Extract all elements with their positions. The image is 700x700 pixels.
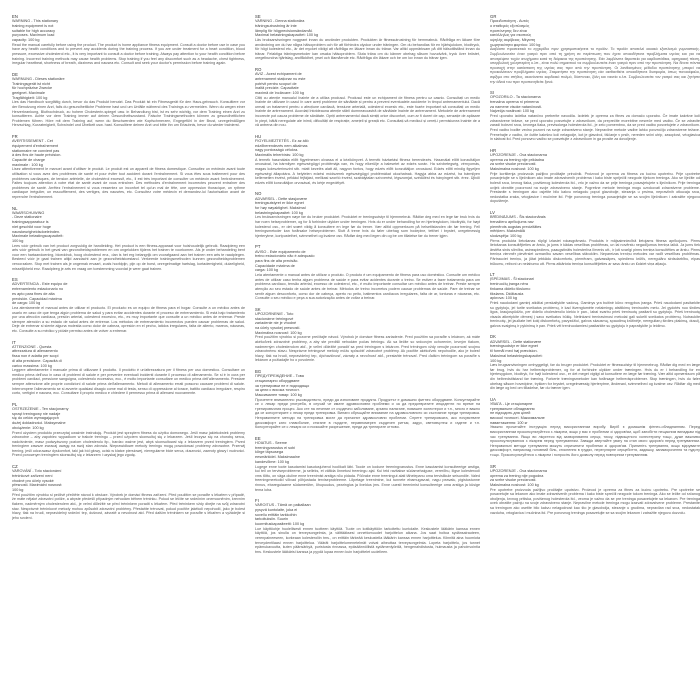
warning-header: AVIZ - Acest echipament de antrenament staționar nu este potrivit pentru scopuri de înaltă precizie. Capacitate maximă de încărcare: 100 kg: [255, 72, 306, 95]
warning-section-lv: [490, 210, 700, 266]
warning-header: ADVARSEL - Dette stasjonære treningsutstyret er ikke egnet for høy nøyaktighet. Maksimal belastningskapasitet: 100 kg: [255, 196, 308, 215]
warning-body: Lees vóór gebruik van het product zorgvuldig de handleiding. Het product is een fitness-apparaat voor huishoudelijk gebruik. Raadpleeg een arts vóór gebruik in het geval van gezondheidsproblemen en om ongelukken tijdens het trainen te voorkomen. Als je onder behandeling bent voor een hartaandoening, bloeddruk, hoog cholesterol enz., dan is het erg belangrijk om voorafgaand aan het trainen een arts te raadplegen. Besteed vóór je gaat trainen altijd aandacht aan je gezondheidstoestand. Verkeerde trainingsmethoden kunnen gezondheidsproblemen veroorzaken. Stop met trainen als je ongemak ervaart, zoals hoofdpijn, pijn op de borst, onregelmatige hartslag, kortademigheid, duizeligheid, misselijkheid enz. Raadpleeg je arts en vraag om toestemming voordat je weer gaat trainen.: [12, 243, 245, 271]
warning-body: Przed użyciem produktu przeczytaj uważnie instrukcję. Produkt jest sprzętem fitness do użytku domowego. Jeśli masz jakiekolwiek problemy zdrowotne – aby zapobiec wypadkom w trakcie treningu – przed użyciem skonsultuj się z lekarzem. Jeśli leczysz się na chorobę serca, nadciśnienie, masz podwyższony poziom cholesterolu itp., bardzo ważne jest, abyś skonsultował się z lekarzem przed treningiem. Przed treningiem zawsze zwracaj uwagę na swój stan zdrowia. Nieprawidłowe metody treningu mogą powodować problemy zdrowotne. Przerwij trening, jeśli odczuwasz dyskomfort, taki jak ból głowy, ucisk w klatce piersiowej, nieregularne bicie serca, duszność, zawroty głowy i nudności. Przed ponownym treningiem skonsultuj się z lekarzem i uzyskaj jego zgodę.: [12, 430, 245, 458]
warning-body: Pred uporabo izdelka natančno preberite navodila. Izdelek je oprema za fitnes za domačo uporabo. Če imate kakršne koli zdravstvene težave, se pred uporabo posvetujte z zdravnikom, da preprečite morebitne nesreče med vadbo. Če se zdravite zaradi bolezni srca, krvnega tlaka, previsokega holesterola itd., je zelo pomembno, da se pred vadbo posvetujete z zdravnikom. Pred vadbo bodite vedno pozorni na svoje zdravstveno stanje. Nepravilne metode vadbe lahko povzročijo zdravstvene težave. Prenehajte z vadbo, če čutite kakršno koli nelagodje, kot je glavobol, tiščanje v prsih, nereden srčni utrip, zasoplost, vrtoglavica in slabost itd. Pred ponovno vadbo se posvetujte z zdravnikom in ga prosite za dovoljenje.: [490, 114, 700, 142]
warning-body: Pirms produkta lietošanas rūpīgi izlasiet rokasgrāmatu. Produkts ir mājsaimniecībā lietojams fitnesa aprīkojums. Pirms lietošanas konsultējieties ar ārstu, ja jums ir kādas veselības problēmas, un lai novērstu negadījumus treniņa laikā. Ja jums tiek ārstēta sirds slimība, asinsspiediens, paaugstināts holesterīna līmenis utt., ir ļoti svarīgi pirms treniņa konsultēties ar ārstu. Pirms treniņa vienmēr pievērsiet uzmanību savam veselības stāvoklim. Nepareizas treniņu metodes var radīt veselības problēmas. Pārtrauciet treniņu, ja jūtat jebkādu diskomfortu, piemēram, galvassāpes, spiedienu krūtīs, neregulāru sirdsdarbību, elpas trūkumu, reiboni un nelabumu utt. Pirms atkārtota treniņa konsultējieties ar savu ārstu un lūdziet viņa atļauju.: [490, 238, 700, 266]
warning-header: AVERTISSEMENT - Cet équipement d'entraînement stationnaire ne convient pas à des fins de haute précision. Capacité de charge maximale : 100 kg: [12, 139, 62, 167]
warning-header: OSTRZEŻENIE - Ten stacjonarny sprzęt treningowy nie nadaje się do celów wymagających dużej dokładności. Maksymalne obciążenie: 100 kg: [12, 407, 69, 430]
language-code: IT: [12, 339, 16, 345]
warning-section-se: [255, 14, 480, 61]
warning-section-de: [12, 72, 245, 128]
language-code: CZ: [12, 464, 18, 470]
warning-section-lt: [490, 272, 700, 328]
warning-body: Prije korištenja proizvoda pažljivo pročitajte priručnik. Proizvod je oprema za fitness za kućnu upotrebu. Prije upotrebe posavjetujte se s liječnikom ako imate zdravstvenih problema i kako biste spriječili nezgode tijekom treninga. Ako se liječite od bolesti srca, krvnog tlaka, povišenog kolesterola itd., vrlo je važno da se prije treninga posavjetujete s liječnikom. Prije treninga uvijek obratite pozornost na svoje zdravstveno stanje. Pogrešne metode treninga mogu uzrokovati zdravstvene probleme. Prestanite s treningom ako osjetite bilo kakvu nelagodu poput glavobolje, stezanja u prsima, nepravilnih otkucaja srca, nedostatka zraka, vrtoglavice i mučnine itd. Prije ponovnog treninga posavjetujte se sa svojim liječnikom i zatražite njegovo dopuštenje.: [490, 171, 700, 204]
warning-body: Lies das Handbuch sorgfältig durch, bevor du das Produkt benutzt. Das Produkt ist ein Fitnessgerät für den Haus-gebrauch. Konsultiere vor der Benutzung einen Arzt, falls du gesundheitliche Probleme hast und um Unfälle während des Trainings zu vermeiden. Wenn du wegen einer Herzerkrankung, Bluthochdruck, zu hohem Cholesterin-spiegel usw. in Behandlung bist, ist es sehr wichtig, vor dem Training einen Arzt zu konsultieren. Achte vor dem Training immer auf deinen Gesundheitszustand. Falsche Trainingsmethoden können zu gesundheitlichen Problemen führen. Höre mit dem Training auf, wenn du Beschwerden wie Kopfschmerzen, Engegefühl in der Brust, unregelmäßigen Herzschlag, Kurzatmigkeit, Schwindel und Übelkeit usw. hast. Konsultiere deinen Arzt und bitte ihn um Erlaubnis, bevor du wieder trainierst.: [12, 100, 245, 128]
warning-body: Læs brugsanvisningen omhyggeligt, før du bruger produktet. Produktet er fitnessudstyr til hjemmebrug. Rådfør dig med en læge før brug, hvis du har helbredsproblemer, og for at forhindre ulykker under træningen. Hvis du er i behandling for en hjertesygdom, blodtryk, for højt kolesterol osv., er det meget vigtigt at konsultere en læge før træning. Vær altid opmærksom på din helbredstilstand før træning. Forkerte træningsmetoder kan forårsage helbredsproblemer. Stop træningen, hvis du føler ubehag såsom hovedpine, trykken for brystet, uregelmæssig hjerterytme, åndenød, svimmelhed og kvalme osv. Rådfør dig med din læge og bed om tilladelse, før du træner igen.: [490, 363, 700, 391]
warning-header: AVISO - Este equipamento de treino estacionário não é adequado para fins de alta precisão. Capacidade máxima de carga: 100 kg: [255, 249, 315, 273]
language-code: SI: [490, 90, 495, 96]
warning-section-si: [490, 90, 700, 142]
warning-section-hu: [255, 134, 480, 186]
warning-section-sk: [255, 307, 480, 363]
warning-body: Lisez attentivement le manuel avant d'utiliser le produit. Le produit est un appareil de fitness domestique. Consultez un médecin avant toute utilisation si vous avez des problèmes de santé et pour éviter tout accident durant l'entraînement. Si vous êtes sous traitement pour des problèmes cardiaques, de tension artérielle, de cholestérol excessif, etc., il est très important de consulter un médecin avant l'entraînement. Faites toujours attention à votre état de santé avant de vous entraîner. Des méthodes d'entraînement incorrectes peuvent entraîner des problèmes de santé. Arrêtez l'entraînement si vous ressentez un inconfort tel qu'un mal de tête, une oppression thoracique, un rythme cardiaque irrégulier, un essoufflement, des vertiges, des nausées, etc. Consultez votre médecin et demandez-lui l'autorisation avant de reprendre l'entraînement.: [12, 167, 245, 199]
warning-body: Prieš naudodami gaminį atidžiai perskaitykite vadovą. Gaminys yra buitinė kūno rengybos įranga. Prieš naudodami pasitarkite su gydytoju, jei turite sveikatos problemų, ir kad išvengtumėte nelaimingų atsitikimų treniruotės metu. Jei gydotės nuo širdies ligos, kraujospūdžio, per didelio cholesterolio kiekio ir pan., labai svarbu prieš treniruotę pasitarti su gydytoju. Prieš treniruotę visada atkreipkite dėmesį į savo sveikatos būklę. Netinkami treniravimosi metodai gali sukelti sveikatos problemų. Nutraukite treniruotę, jei jaučiate bet kokį diskomfortą, pavyzdžiui, galvos skausmą, spaudimą krūtinėje, nereguliarų širdies plakimą, dusulį, galvos svaigimą ir pykinimą ir pan. Prieš vėl treniruodamiesi pasitarkite su gydytoju ir paprašykite jo leidimo.: [490, 300, 700, 328]
warning-body: Před použitím výrobku si pečlivě přečtěte návod k obsluze. Výrobek je domácí fitness zařízení. Před použitím se poraďte s lékařem v případě, že máte nějaké zdravotní potíže, a abyste předešli případným nehodám během tréninku. Pokud se léčíte se srdečním onemocněním, krevním tlakem, nadměrným cholesterolem atd., je velmi důležité se před tréninkem poradit s lékařem. Před tréninkem vždy dbejte na svůj zdravotní stav. Nesprávné tréninkové metody mohou způsobit zdravotní problémy. Přestaňte trénovat, pokud pocítíte jakékoli nepohodlí, jako je bolest hlavy, tlak na hrudi, nepravidelný srdeční tep, dušnost, závratě a nevolnost atd. Před dalším tréninkem se poraďte s lékařem a vyžádejte si jeho svolení.: [12, 492, 245, 520]
warning-section-nl: [12, 206, 245, 272]
warning-header: UPOZORENJE - Ova stacionarna oprema za trening nije pogodna za svrhe visoke preciznosti. Maksimalna nosivost: 100 kg: [490, 468, 547, 487]
language-code: DK: [490, 334, 496, 340]
language-code: SK: [255, 306, 261, 312]
warning-header: VAROITUS - Tämä on paikallaan pysyvä kuntolaite, joka ei sovellu erittäin tarkkoihin tarkoituksiin. Suurin kuormituskapasiteetti: 100 kg: [255, 503, 311, 527]
language-code: UA: [490, 396, 496, 402]
warning-header: VAROVÁNÍ - Toto stacionární tréninkové zařízení není vhodné pro účely vysoké přesnosti. Maximální nosnost: 100 kg: [12, 469, 63, 493]
language-code: FI: [255, 498, 259, 504]
warning-section-fi: [255, 498, 480, 554]
warning-section-en: [12, 14, 245, 66]
warning-header: ATTENZIONE - Questa attrezzatura di allenamento fissa non è adatta per scopi di alta precisione. Capacità di carico massima: 100 kg: [12, 344, 62, 368]
language-code: SE: [255, 14, 261, 19]
warning-header: UPOZORNENIE - Toto stacionárne tréningové zariadenie nie je vhodné na účely vysokej presnosti. Maximálna nosnosť: 100 kg: [255, 311, 302, 335]
language-code: LT: [490, 272, 495, 278]
warning-body: Διαβάστε προσεκτικά το εγχειρίδιο πριν χρησιμοποιήσετε το προϊόν. Το προϊόν αποτελεί οικιακό εξοπλισμό γυμναστικής. Συμβουλευτείτε έναν γιατρό πριν από τη χρήση σε περίπτωση που έχετε οποιαδήποτε προβλήματα υγείας και για να αποτρέψετε τυχόν ατυχήματα κατά τη διάρκεια της προπόνησης. Εάν λαμβάνετε θεραπεία για καρδιοπάθεια, αρτηριακή πίεση, υπερβολική χοληστερίνη κ.λπ., είναι πολύ σημαντικό να συμβουλευτείτε έναν γιατρό πριν από την προπόνηση. Να δίνετε πάντα προσοχή στην κατάσταση της υγείας σας πριν από την προπόνηση. Οι λανθασμένες μέθοδοι προπόνησης μπορεί να προκαλέσουν προβλήματα υγείας. Σταματήστε την προπόνηση εάν αισθανθείτε οποιαδήποτε δυσφορία, όπως πονοκέφαλο, σφίξιμο στο στήθος, ακανόνιστο καρδιακό παλμό, δύσπνοια, ζάλη και ναυτία κ.λπ. Συμβουλευτείτε τον γιατρό σας και ζητήστε την άδειά του πριν προπονηθείτε ξανά.: [490, 47, 700, 84]
language-code: EN: [12, 14, 18, 19]
language-code: ES: [12, 277, 18, 283]
warning-header: WARNUNG - Dieses stationäre Trainingsgerät ist nicht für hochpräzise Zwecke geeignet. Maximale Tragfähigkeit: 100 kg: [12, 76, 65, 100]
warning-body: Прочетете внимателно ръководството, преди да използвате продукта. Продуктът е домашно фитнес оборудване. Консултирайте се с лекар преди употреба, в случай че имате здравословни проблеми и за да предотвратите инциденти по време на тренировъчния процес. Ако сте на лечение от сърдечно заболяване, кръвно налягане, повишен холестерол и т.н., много е важно да се консултирате с лекар преди тренировка. Винаги обръщайте внимание на здравословното си състояние преди тренировка. Неправилните методи на тренировка могат да причинят здравословни проблеми. Спрете тренировката, ако почувствате дискомфорт като главоболие, стягане в гърдите, неравномерен сърдечен ритъм, задух, световъртеж и гадене и т.н. Консултирайте се с лекаря си и поискайте разрешение, преди да тренирате отново.: [255, 397, 480, 430]
warning-section-fr: [12, 134, 245, 200]
warning-body: Leia atentamente o manual antes de utilizar o produto. O produto é um equipamento de fitness para uso doméstico. Consulte um médico antes de utilizar caso tenha algum problema de saúde e para evitar acidentes durante o treino. Se estiver a fazer tratamento para um problema cardíaco, tensão arterial, excesso de colesterol, etc., é muito importante consultar um médico antes de treinar. Preste sempre atenção ao seu estado de saúde antes de treinar. Métodos de treino incorretos podem causar problemas de saúde. Pare de treinar se sentir algum desconforto, como dor de cabeça, aperto no peito, batimentos cardíacos irregulares, falta de ar, tonturas e náuseas, etc. Consulte o seu médico e peça a sua autorização antes de voltar a treinar.: [255, 273, 480, 301]
warning-section-pl: [12, 402, 245, 458]
language-code: HU: [255, 133, 262, 139]
warning-section-it: [12, 340, 245, 396]
warning-section-es: [12, 277, 245, 333]
warning-body: Lue käyttöohje huolellisesti ennen tuotteen käyttöä. Tuote on kotikäyttöön tarkoitettu kuntolaite. Keskustele lääkärin kanssa ennen käyttöä, jos sinulla on terveysongelmia, ja välttääksesi onnettomuudet harjoittelun aikana. Jos saat hoitoa sydänsairauteen, verenpaineeseen, korkeaan kolesteroliin tms., on erittäin tärkeää keskustella lääkärin kanssa ennen harjoittelua. Kiinnitä aina huomiota terveydentilaasi ennen harjoittelua. Väärät harjoittelumenetelmät voivat aiheuttaa terveysongelmia. Lopeta harjoittelu, jos tunnet epämukavuutta, kuten päänsärkyä, puristusta rinnassa, epäsäännöllistä sydämenlyöntiä, hengenahdistusta, huimausta ja pahoinvointia tms. Keskustele lääkärisi kanssa ja pyydä lupaa ennen kuin harjoittelet uudelleen.: [255, 526, 480, 554]
warning-section-cz: [12, 464, 245, 520]
column-1: [12, 14, 245, 692]
warning-section-bg: [255, 369, 480, 430]
language-code: NO: [255, 191, 262, 197]
language-code: SR: [490, 463, 496, 469]
warning-header: BRĪDINĀJUMS - Šis stacionārais trenažieru aprīkojums nav piemērots augstas precizitātes mērķiem. Maksimālā slodzspēja: 100 kg: [490, 215, 546, 238]
warning-section-gr: [490, 14, 700, 84]
warning-header: ADVERTENCIA - Este equipo de entrenamiento estacionario no es apto para fines de alta precisión. Capacidad máxima de carga: 100 kg: [12, 282, 68, 306]
warning-header: УВАГА - Це стаціонарне тренувальне обладнання не підходить для цілей високої точності. Максимальне навантаження: 100 кг: [490, 401, 545, 425]
language-code: EE: [255, 435, 261, 441]
warning-body: Уважно прочитайте інструкцію перед використанням виробу. Виріб є домашнім фітнес-обладнанням. Перед використанням проконсультуйтеся з лікарем, якщо у вас є проблеми зі здоров'ям, щоб запобігти нещасним випадкам під час тренування. Якщо ви лікуєтеся від захворювання серця, тиску, підвищеного холестерину тощо, дуже важливо проконсультуватися з лікарем перед тренуванням. Завжди звертайте увагу на стан свого здоров'я перед тренуванням. Неправильні методи тренування можуть спричинити проблеми зі здоров'ям. Припиніть тренування, якщо відчуваєте дискомфорт, наприклад головний біль, стиснення в грудях, нерегулярне серцебиття, задишку, запаморочення та нудоту тощо. Проконсультуйтеся з лікарем і попросіть його дозволу перед повторним тренуванням.: [490, 425, 700, 458]
warning-header: VARNING - Denna stationära träningsutrustning är inte lämplig för högprecisionsändamål. Maximal belastningskapacitet: 100 kg: [255, 19, 319, 38]
warning-body: Läs bruksanvisningen noggrant innan du använder produkten. Produkten är fitnessutrustning för hemmabruk. Rådfråga en läkare före användning om du har några hälsoproblem och för att förhindra olyckor under träningen. Om du behandlas för en hjärtsjukdom, blodtryck, för högt kolesterol etc., är det mycket viktigt att rådfråga en läkare innan du tränar. Var alltid uppmärksam på ditt hälsotillstånd innan du tränar. Felaktiga träningsmetoder kan orsaka hälsoproblem. Sluta träna om du känner obehag såsom huvudvärk, tryck över bröstet, oregelbundna hjärtslag, andfåddhet, yrsel och illamående etc. Rådfråga din läkare och be om lov innan du tränar igen.: [255, 38, 480, 61]
language-code: HR: [490, 147, 497, 153]
language-code: NL: [12, 205, 18, 211]
warning-section-sr: [490, 464, 700, 516]
warning-header: Προειδοποίηση - Αυτός ο σταθερός εξοπλισμός προπόνησης δεν είναι κατάλληλος για σκοπούς υψηλής ακρίβειας. Μέγιστη χωρητικότητα φορτίου: 100 kg: [490, 19, 541, 47]
warning-body: Pre upotrebe proizvoda pažljivo pročitajte uputstvo. Proizvod je oprema za fitnes za kućnu upotrebu. Pre upotrebe se posavetujte sa lekarom ako imate zdravstvenih problema i kako biste sprečili nezgode tokom treninga. Ako se lečite od srčanog oboljenja, krvnog pritiska, povišenog holesterola itd., veoma je važno da se pre treninga posavetujete sa lekarom. Pre treninga uvek obratite pažnju na svoje zdravstveno stanje. Nepravilne metode treninga mogu izazvati zdravstvene probleme. Prestanite sa treningom ako osetite bilo kakvu nelagodnost kao što je glavobolja, stezanje u grudima, nepravilan rad srca, nedostatak vazduha, vrtoglavica i mučnina itd. Pre ponovnog treninga posavetujte se sa svojim lekarom i zatražite njegovu dozvolu.: [490, 487, 700, 515]
warning-body: Pred použitím výrobku si pozorne prečítajte návod. Výrobok je domáce fitness zariadenie. Pred použitím sa poraďte s lekárom, ak máte akékoľvek zdravotné problémy, a aby ste predišli nehodám počas tréningu. Ak sa liečite so srdcovým ochorením, krvným tlakom, nadmerným cholesterolom atď., je veľmi dôležité poradiť sa pred tréningom s lekárom. Pred tréningom vždy venujte pozornosť svojmu zdravotnému stavu. Nesprávne tréningové metódy môžu spôsobiť zdravotné problémy. Ak pocítite akékoľvek nepohodlie, ako je bolesť hlavy, tlak na hrudi, nepravidelný tep, dýchavičnosť, závraty a nevoľnosť atď., prestaňte trénovať. Pred ďalším tréningom sa poraďte s lekárom a požiadajte ho o povolenie.: [255, 335, 480, 363]
warning-body: A termék használata előtt figyelmesen olvassa el a kézikönyvet. A termék háztartási fitnesz berendezés. Használat előtt konzultáljon orvosával, ha bármilyen egészségügyi problémája van, és hogy elkerülje a balesetet az edzés során. Ha szívbetegség, vérnyomás, magas koleszterinszint stb. miatt kezelés alatt áll, nagyon fontos, hogy edzés előtt konzultáljon orvosával. Edzés előtt mindig figyeljen egészségi állapotára. A helytelen edzési módszerek egészségügyi problémákat okozhatnak. Hagyja abba az edzést, ha bármilyen kellemetlen érzést, például fejfájást, mellkasi szorító érzést, szabálytalan szívverést, légszomjat, szédülést és hányingert stb. érez. Újbóli edzés előtt konzultáljon orvosával, és kérje engedélyét.: [255, 157, 480, 185]
warning-body: Les bruksanvisningen nøye før du bruker produktet. Produktet er treningsutstyr til hjemmebruk. Rådfør deg med en lege før bruk hvis du har noen helseproblemer, og for å forhindre ulykker under treningen. Hvis du er under behandling for en hjertesykdom, blodtrykk, for høyt kolesterol osv., er det svært viktig å konsultere en lege før du trener. Vær alltid oppmerksom på helsetilstanden din før trening. Feil treningsmetoder kan forårsake helseproblemer. Slutt å trene hvis du føler ubehag som hodepine, tetthet i brystet, uregelmessig hjerterytme, kortpustethet, svimmelhet og kvalme osv. Rådfør deg med legen din og be om tillatelse før du trener igjen.: [255, 215, 480, 238]
warning-body: Citiți cu atenție manualul înainte de a utiliza produsul. Produsul este un echipament de fitness pentru uz casnic. Consultați un medic înainte de utilizare în cazul în care aveți probleme de sănătate și pentru a preveni eventualele accidente în timpul antrenamentului. Dacă urmați un tratament pentru o afecțiune cardiacă, tensiune arterială, colesterol excesiv etc., este foarte important să consultați un medic înainte de antrenament. Acordați întotdeauna atenție stării dumneavoastră de sănătate înainte de antrenament. Metodele de antrenament incorecte pot cauza probleme de sănătate. Opriți antrenamentul dacă simțiți orice disconfort, cum ar fi dureri de cap, senzație de apăsare în piept, bătăi neregulate ale inimii, dificultăți de respirație, amețeli și greață etc. Consultați-vă medicul și cereți-i permisiunea înainte de a vă antrena din nou.: [255, 95, 480, 128]
warning-section-ee: [255, 436, 480, 492]
warning-header: WARNING - This stationary training equipment is not suitable for high accuracy purposes. Maximum load capacity: 100 kg: [12, 19, 59, 43]
language-code: LV: [490, 209, 495, 215]
warning-header: HOIATUS - Seeme treeningvarustus ei sobi kõrge täpsusega eesmärkidel. Maksimaalne kandevõime: 100 kg: [255, 441, 300, 464]
warning-section-no: [255, 191, 480, 238]
warning-header: ĮSPĖJIMAS - Ši stacionari treniruočių įranga nėra tinkama didelio tikslumo tikslams. Didžiausia apkrova: 100 kg: [490, 277, 534, 301]
column-2: [255, 14, 480, 692]
warning-header: FIGYELMEZTETÉS - Ez az álló edzőberendezés nem alkalmas nagy pontosságú célokra. Maximális teherbírás: 100 kg: [255, 139, 309, 158]
warning-section-ro: [255, 67, 480, 128]
warning-header: WAARSCHUWING - Deze stationaire trainingsapparatuur is niet geschikt voor hoge nauwkeurigheidsdoeleinden. Maximale belastingscapaciteit: 100 kg: [12, 210, 64, 243]
column-3: [490, 14, 700, 692]
language-code: DE: [12, 71, 18, 77]
warning-header: ПРЕДУПРЕЖДЕНИЕ - Това стационарно оборудване за тренировки не е подходящо за цели с висока точност. Максимален товар: 100 kg: [255, 374, 310, 397]
warning-body: Lea atentamente el manual antes de utilizar el producto. El producto es un equipo de fitness para el hogar. Consulte a un médico antes de usarlo en caso de que tenga algún problema de salud y para evitar accidentes durante el proceso de entrenamiento. Si está bajo tratamiento por una afección cardíaca, presión arterial, colesterol excesivo, etc., es muy importante que consulte a un médico antes de entrenar. Preste siempre atención a su estado de salud antes de entrenar. Los métodos de entrenamiento incorrectos pueden causar problemas de salud. Deje de entrenar si siente alguna molestia como dolor de cabeza, opresión en el pecho, latidos irregulares, falta de aliento, mareos, náuseas, etc. Consulte a su médico y pídale permiso antes de volver a entrenar.: [12, 305, 245, 333]
warning-section-hr: [490, 148, 700, 204]
warning-section-pt: [255, 244, 480, 300]
language-code: RO: [255, 66, 262, 72]
language-code: GR: [490, 14, 497, 19]
warning-body: Read the manual carefully before using the product. The product is home appliance fitness equipment. Consult a doctor before use in case you have any health conditions and to prevent any accidents during the training process. If you are under treatment for a heart condition, blood pressure, excessive cholesterol etc., it is very important to consult a doctor before training. Always pay attention to your health condition before training. Incorrect training methods may cause health problems. Stop training if you feel any discomfort such as a headache, chest tightness, irregular heartbeat, shortness of breath, dizziness and nausea etc. Consult and seek your doctor's permission before training again.: [12, 42, 245, 66]
warning-header: UPOZORENJE - Ova stacionarna oprema za trening nije prikladna za svrhe visoke preciznosti. Maksimalna nosivost: 100 kg: [490, 152, 547, 172]
warning-section-ua: [490, 397, 700, 458]
warning-section-dk: [490, 334, 700, 390]
warning-header: OPOZORILO - Ta stacionarna trenažna oprema ni primerna za namene visoke natančnosti. Največja nosilnost: 100 kg: [490, 95, 543, 114]
language-code: PT: [255, 244, 261, 250]
language-code: PL: [12, 401, 18, 407]
warning-body: Lugege enne toote kasutamist kasutusjuhend hoolikalt läbi. Toode on kodune treeningvarustus. Enne kasutamist konsulteerige arstiga, kui teil on terviseprobleeme, ja selleks, et vältida õnnetusi treeningu ajal. Kui teid ravitakse südamehaiguse, vererõhu, liigse kolesterooli vms tõttu, on väga oluline enne treenimist arstiga nõu pidada. Pöörake enne treeningut alati tähelepanu oma tervislikule seisundile. Valed treeningmeetodid võivad põhjustada terviseprobleeme. Lõpetage treenimine, kui tunnete ebamugavust, nagu peavalu, pigistustunne rinnus, ebaregulaarne südamerütm, õhupuudus, pearinglus ja iiveldus jms. Enne uuesti treenimist konsulteerige oma arstiga ja küsige tema luba.: [255, 464, 480, 492]
language-code: BG: [255, 368, 262, 374]
warning-header: ADVARSEL - Dette stationære træningsudstyr er ikke egnet til formål med høj præcision. Maksimal belastningskapacitet: 100 kg: [490, 339, 543, 363]
language-code: FR: [12, 133, 18, 139]
warning-body: Leggere attentamente il manuale prima di utilizzare il prodotto. Il prodotto è un'attrezzatura per il fitness per uso domestico. Consultare un medico prima dell'uso in caso di problemi di salute e per prevenire eventuali incidenti durante il processo di allenamento. Se si è in cura per problemi cardiaci, pressione sanguigna, colesterolo eccessivo, ecc., è molto importante consultare un medico prima dell'allenamento. Prestare sempre attenzione alle proprie condizioni di salute prima dell'allenamento. Metodi di allenamento errati possono causare problemi di salute. Interrompere l'allenamento se si avverte qualsiasi disagio come mal di testa, senso di oppressione al torace, battito cardiaco irregolare, respiro corto, vertigini e nausea, ecc. Consultare il proprio medico e chiedere il permesso prima di allenarsi nuovamente.: [12, 368, 245, 396]
